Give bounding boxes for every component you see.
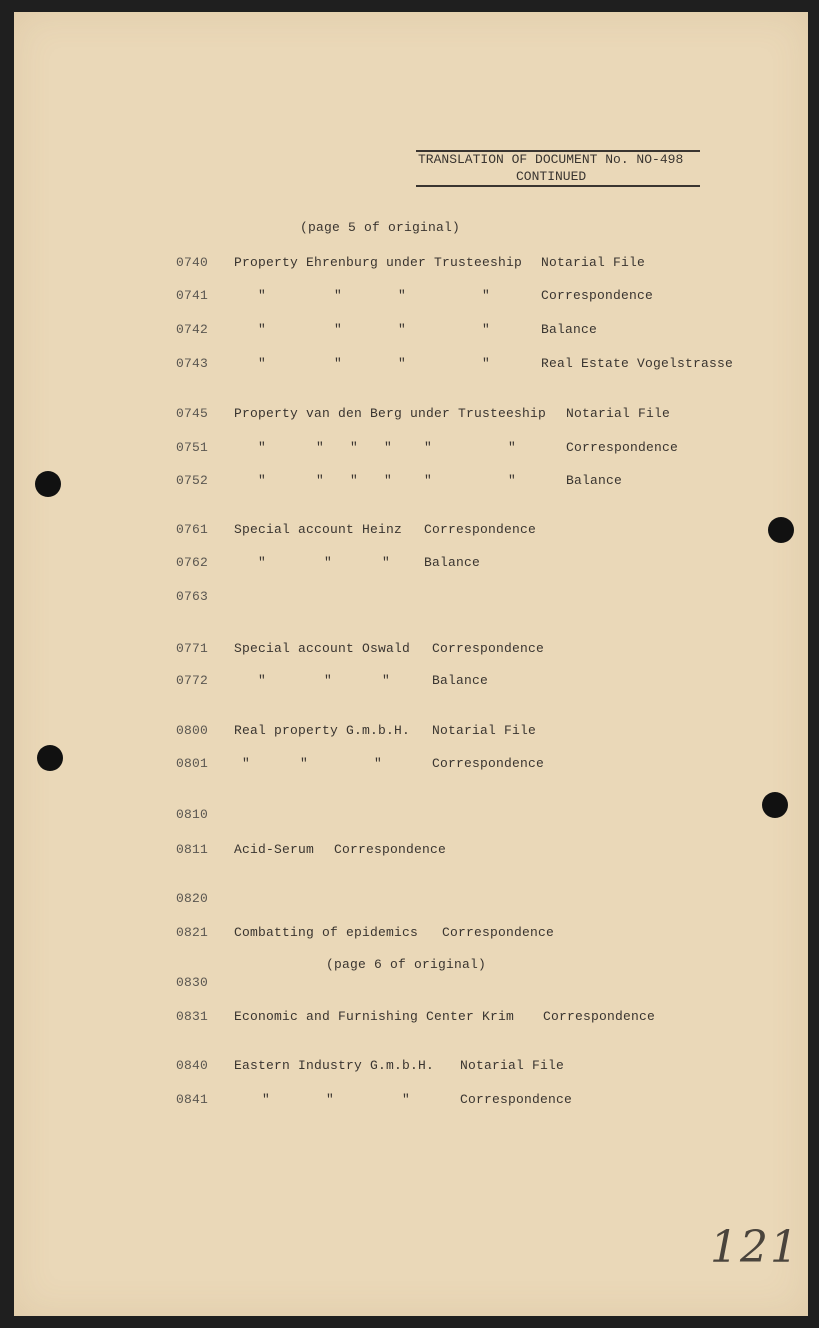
- entry-item: Notarial File: [566, 406, 671, 421]
- ditto-mark: ": [324, 555, 333, 570]
- ditto-mark: ": [242, 756, 251, 771]
- ditto-mark: ": [402, 1092, 411, 1107]
- entry-code: 0831: [176, 1009, 209, 1024]
- punch-hole: [37, 745, 63, 771]
- ditto-mark: ": [326, 1092, 335, 1107]
- ditto-mark: ": [324, 673, 333, 688]
- ditto-mark: ": [382, 555, 391, 570]
- entry-description: Special account Heinz: [234, 522, 403, 537]
- entry-code: 0745: [176, 406, 209, 421]
- entry-item: Balance: [566, 473, 623, 488]
- entry-item: Correspondence: [424, 522, 537, 537]
- entry-code: 0772: [176, 673, 209, 688]
- handwritten-page-number: 121: [710, 1222, 800, 1273]
- entry-description: Eastern Industry G.m.b.H.: [234, 1058, 435, 1073]
- ditto-mark: ": [482, 356, 491, 371]
- punch-hole: [35, 471, 61, 497]
- entry-item: Notarial File: [541, 255, 646, 270]
- entry-description: Combatting of epidemics: [234, 925, 419, 940]
- ditto-mark: ": [384, 440, 393, 455]
- entry-description: Property van den Berg under Trusteeship: [234, 406, 547, 421]
- header-title: TRANSLATION OF DOCUMENT No. NO-498: [418, 152, 684, 167]
- page-note: (page 5 of original): [300, 220, 461, 235]
- entry-item: Balance: [424, 555, 481, 570]
- ditto-mark: ": [316, 440, 325, 455]
- entry-item: Correspondence: [543, 1009, 656, 1024]
- ditto-mark: ": [334, 322, 343, 337]
- entry-code: 0763: [176, 589, 209, 604]
- entry-code: 0830: [176, 975, 209, 990]
- ditto-mark: ": [350, 473, 359, 488]
- entry-description: Property Ehrenburg under Trusteeship: [234, 255, 523, 270]
- entry-item: Correspondence: [460, 1092, 573, 1107]
- entry-code: 0810: [176, 807, 209, 822]
- entry-code: 0743: [176, 356, 209, 371]
- entry-code: 0800: [176, 723, 209, 738]
- entry-description: Acid-Serum: [234, 842, 315, 857]
- entry-item: Notarial File: [432, 723, 537, 738]
- punch-hole: [762, 792, 788, 818]
- document-page: [14, 12, 808, 1316]
- ditto-mark: ": [424, 473, 433, 488]
- entry-code: 0761: [176, 522, 209, 537]
- entry-item: Notarial File: [460, 1058, 565, 1073]
- entry-code: 0742: [176, 322, 209, 337]
- entry-code: 0751: [176, 440, 209, 455]
- punch-hole: [768, 517, 794, 543]
- ditto-mark: ": [398, 356, 407, 371]
- entry-item: Correspondence: [432, 641, 545, 656]
- ditto-mark: ": [258, 288, 267, 303]
- ditto-mark: ": [374, 756, 383, 771]
- entry-code: 0811: [176, 842, 209, 857]
- ditto-mark: ": [258, 673, 267, 688]
- ditto-mark: ": [350, 440, 359, 455]
- ditto-mark: ": [334, 356, 343, 371]
- entry-code: 0841: [176, 1092, 209, 1107]
- entry-code: 0801: [176, 756, 209, 771]
- entry-code: 0821: [176, 925, 209, 940]
- entry-item: Correspondence: [442, 925, 555, 940]
- entry-item: Correspondence: [541, 288, 654, 303]
- ditto-mark: ": [258, 473, 267, 488]
- ditto-mark: ": [300, 756, 309, 771]
- page-note: (page 6 of original): [326, 957, 487, 972]
- entry-code: 0740: [176, 255, 209, 270]
- entry-description: Economic and Furnishing Center Krim: [234, 1009, 515, 1024]
- ditto-mark: ": [482, 322, 491, 337]
- ditto-mark: ": [258, 322, 267, 337]
- ditto-mark: ": [398, 288, 407, 303]
- ditto-mark: ": [262, 1092, 271, 1107]
- ditto-mark: ": [424, 440, 433, 455]
- ditto-mark: ": [334, 288, 343, 303]
- entry-code: 0840: [176, 1058, 209, 1073]
- entry-item: Real Estate Vogelstrasse: [541, 356, 734, 371]
- entry-item: Balance: [432, 673, 489, 688]
- ditto-mark: ": [508, 473, 517, 488]
- entry-code: 0752: [176, 473, 209, 488]
- ditto-mark: ": [508, 440, 517, 455]
- entry-item: Correspondence: [432, 756, 545, 771]
- entry-item: Correspondence: [566, 440, 679, 455]
- entry-item: Correspondence: [334, 842, 447, 857]
- ditto-mark: ": [316, 473, 325, 488]
- entry-description: Real property G.m.b.H.: [234, 723, 411, 738]
- entry-item: Balance: [541, 322, 598, 337]
- entry-code: 0820: [176, 891, 209, 906]
- ditto-mark: ": [258, 356, 267, 371]
- header-continued: CONTINUED: [516, 169, 587, 184]
- entry-description: Special account Oswald: [234, 641, 411, 656]
- ditto-mark: ": [482, 288, 491, 303]
- ditto-mark: ": [384, 473, 393, 488]
- entry-code: 0771: [176, 641, 209, 656]
- ditto-mark: ": [258, 555, 267, 570]
- ditto-mark: ": [398, 322, 407, 337]
- entry-code: 0741: [176, 288, 209, 303]
- entry-code: 0762: [176, 555, 209, 570]
- ditto-mark: ": [382, 673, 391, 688]
- ditto-mark: ": [258, 440, 267, 455]
